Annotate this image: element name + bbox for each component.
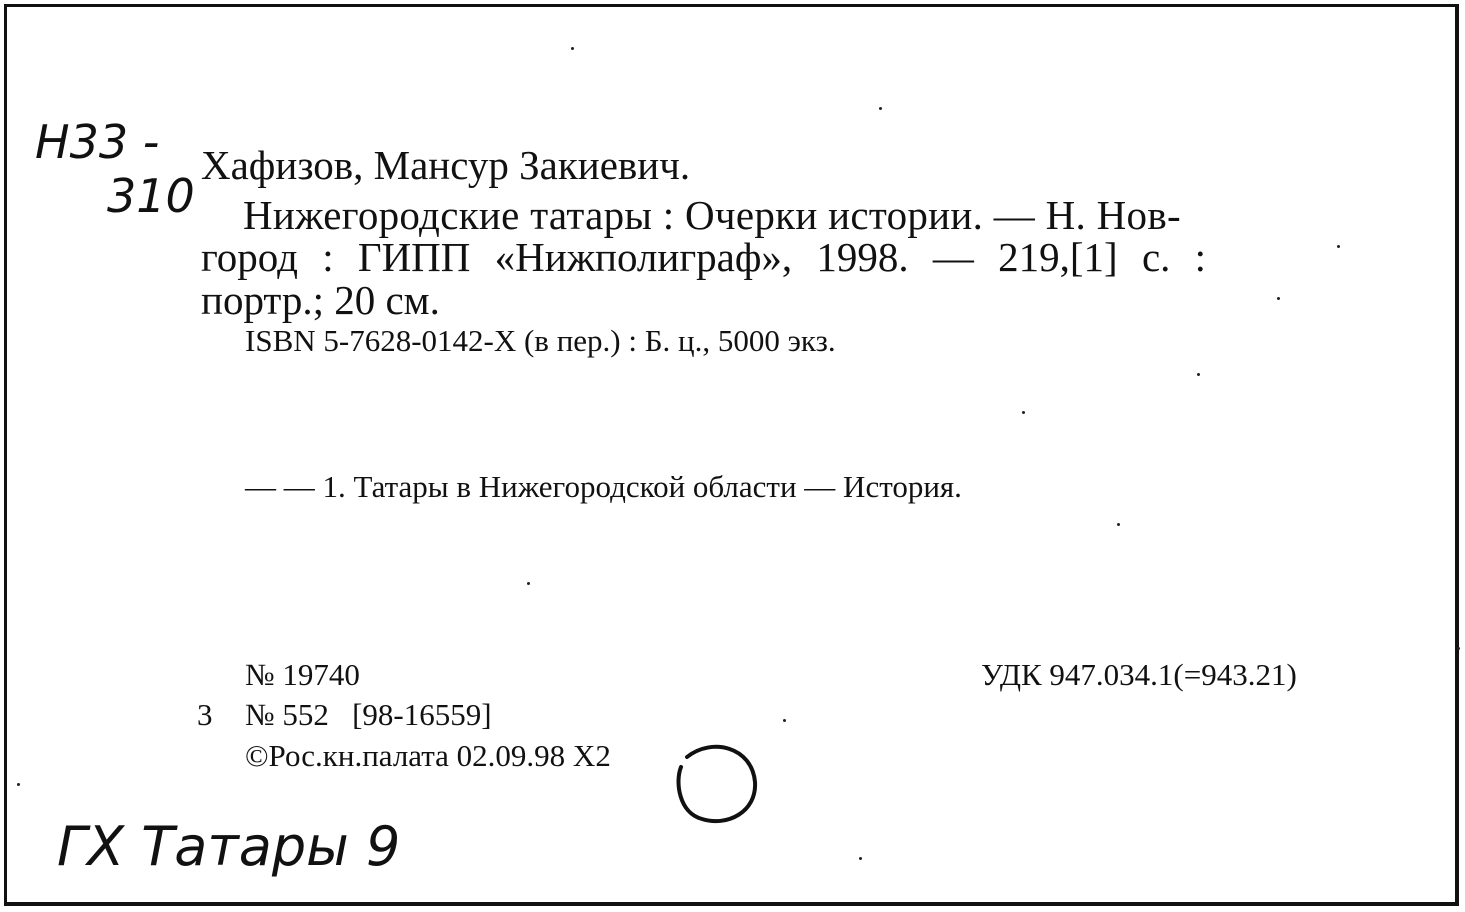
title-line-3: портр.; 20 см. — [201, 277, 440, 323]
scan-speck — [1197, 373, 1200, 376]
catalog-card — [4, 4, 1459, 906]
subject-heading: — — 1. Татары в Нижегородской области — История. — [245, 469, 962, 504]
scan-speck — [783, 719, 786, 722]
author-heading: Хафизов, Мансур Закиевич. — [201, 142, 691, 188]
handwritten-subject-note: ГХ Татары 9 — [57, 815, 401, 878]
title-line-1: Нижегородские татары : Очерки истории. — Н. Нов- — [243, 192, 1181, 238]
scan-speck — [1277, 297, 1280, 300]
scan-speck — [17, 783, 20, 786]
call-number-handwritten-suffix: 310 — [107, 169, 195, 223]
handdrawn-circle-mark — [657, 727, 767, 837]
scan-speck — [879, 107, 882, 110]
scan-speck — [859, 857, 862, 860]
call-number-handwritten: Н33 - — [35, 115, 160, 169]
isbn-line: ISBN 5-7628-0142-X (в пер.) : Б. ц., 5000 экз. — [245, 323, 836, 358]
udc-code: УДК 947.034.1(=943.21) — [981, 657, 1297, 692]
scan-speck — [1022, 411, 1025, 414]
scan-speck — [1117, 523, 1120, 526]
scan-speck — [1337, 245, 1340, 248]
card-number-prefix: 3 — [197, 697, 213, 732]
scan-speck — [571, 47, 574, 50]
scan-speck — [1457, 647, 1460, 650]
record-number: № 19740 — [245, 657, 360, 692]
title-line-2: город : ГИПП «Нижполиграф», 1998. — 219,[1] с. : — [201, 234, 1207, 280]
scan-speck — [527, 582, 530, 585]
card-number: № 552 [98-16559] — [245, 697, 492, 732]
book-chamber-stamp: ©Рос.кн.палата 02.09.98 Х2 — [245, 738, 611, 773]
